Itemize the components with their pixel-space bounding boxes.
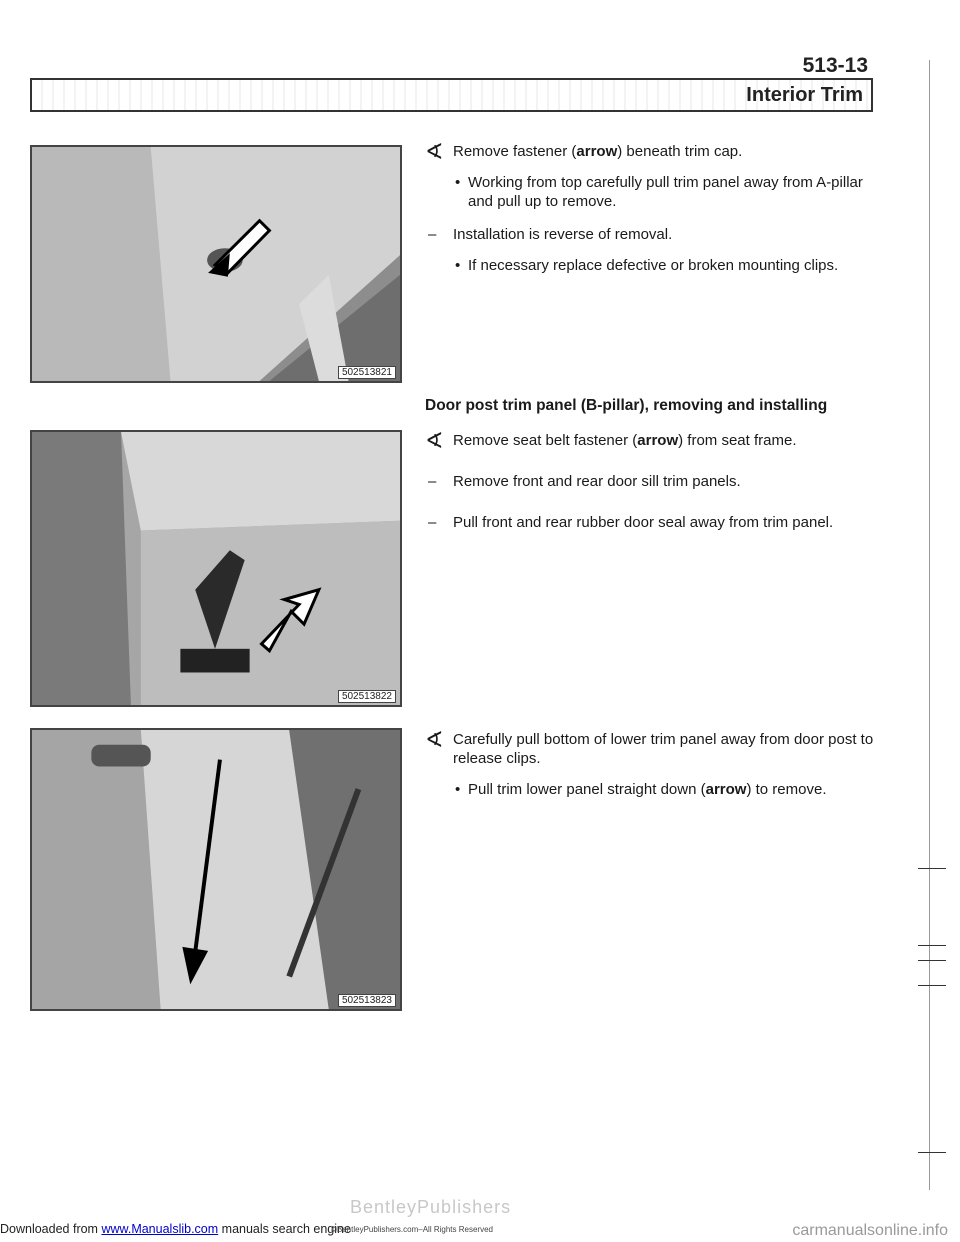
scan-margin-tick xyxy=(918,960,946,961)
dash-icon: – xyxy=(428,514,437,531)
section-title: Interior Trim xyxy=(746,84,863,106)
page-number: 513-13 xyxy=(802,54,868,77)
scan-margin-tick xyxy=(918,868,946,869)
step-remove-fastener: ∢ Remove fastener (arrow) beneath trim cap. xyxy=(425,139,743,164)
manualslib-link[interactable]: www.Manualslib.com xyxy=(101,1222,219,1236)
bullet-replace-clips: • If necessary replace defective or broken mounting clips. xyxy=(455,257,839,274)
section-header-bar xyxy=(30,78,873,112)
publisher-watermark: BentleyPublishers xyxy=(350,1197,512,1217)
step-installation: – Installation is reverse of removal. xyxy=(428,226,673,243)
instructions-a-pillar xyxy=(425,139,885,289)
pointer-arrow-icon: ∢ xyxy=(425,428,444,453)
download-notice: Downloaded from www.Manualslib.com manuals search engine xyxy=(0,1222,351,1236)
figure-seat-belt xyxy=(30,430,402,707)
bullet-icon: • xyxy=(455,257,461,274)
dash-icon: – xyxy=(428,473,437,490)
step-pull-door-seal: – Pull front and rear rubber door seal away from trim panel. xyxy=(428,514,834,531)
bullet-icon: • xyxy=(455,174,461,191)
scan-margin-line xyxy=(929,60,930,1190)
step-remove-seat-belt: ∢ Remove seat belt fastener (arrow) from seat frame. xyxy=(425,428,797,453)
pointer-arrow-icon: ∢ xyxy=(425,727,444,752)
site-watermark: carmanualsonline.info xyxy=(792,1222,948,1239)
b-pillar-lower-panel-photo xyxy=(32,730,400,1009)
a-pillar-arrow-photo xyxy=(32,147,400,381)
figure-id: 502513823 xyxy=(338,994,396,1007)
scan-margin-tick xyxy=(918,985,946,986)
figure-b-pillar xyxy=(30,728,402,1011)
seat-belt-fastener-photo xyxy=(32,432,400,705)
bullet-pull-trim: • Working from top carefully pull trim panel away from A-pillar and pull up to remove. xyxy=(455,174,863,210)
copyright-notice: ©BentleyPublishers.com–All Rights Reserved xyxy=(331,1225,493,1234)
step-pull-lower-panel: ∢ Carefully pull bottom of lower trim panel away from door post to release clips. xyxy=(425,727,874,767)
pointer-arrow-icon: ∢ xyxy=(425,139,444,164)
step-remove-sill-panels: – Remove front and rear door sill trim panels. xyxy=(428,473,741,490)
figure-id: 502513822 xyxy=(338,690,396,703)
bullet-icon: • xyxy=(455,781,461,798)
figure-id: 502513821 xyxy=(338,366,396,379)
bullet-pull-down: • Pull trim lower panel straight down (arrow) to remove. xyxy=(455,781,827,798)
dash-icon: – xyxy=(428,226,437,243)
instructions-b-pillar xyxy=(425,396,885,544)
scan-margin-tick xyxy=(918,1152,946,1153)
section-heading: Door post trim panel (B-pillar), removing and installing xyxy=(425,397,828,414)
instructions-lower-panel xyxy=(425,727,885,813)
scan-margin-tick xyxy=(918,945,946,946)
figure-a-pillar xyxy=(30,145,402,383)
